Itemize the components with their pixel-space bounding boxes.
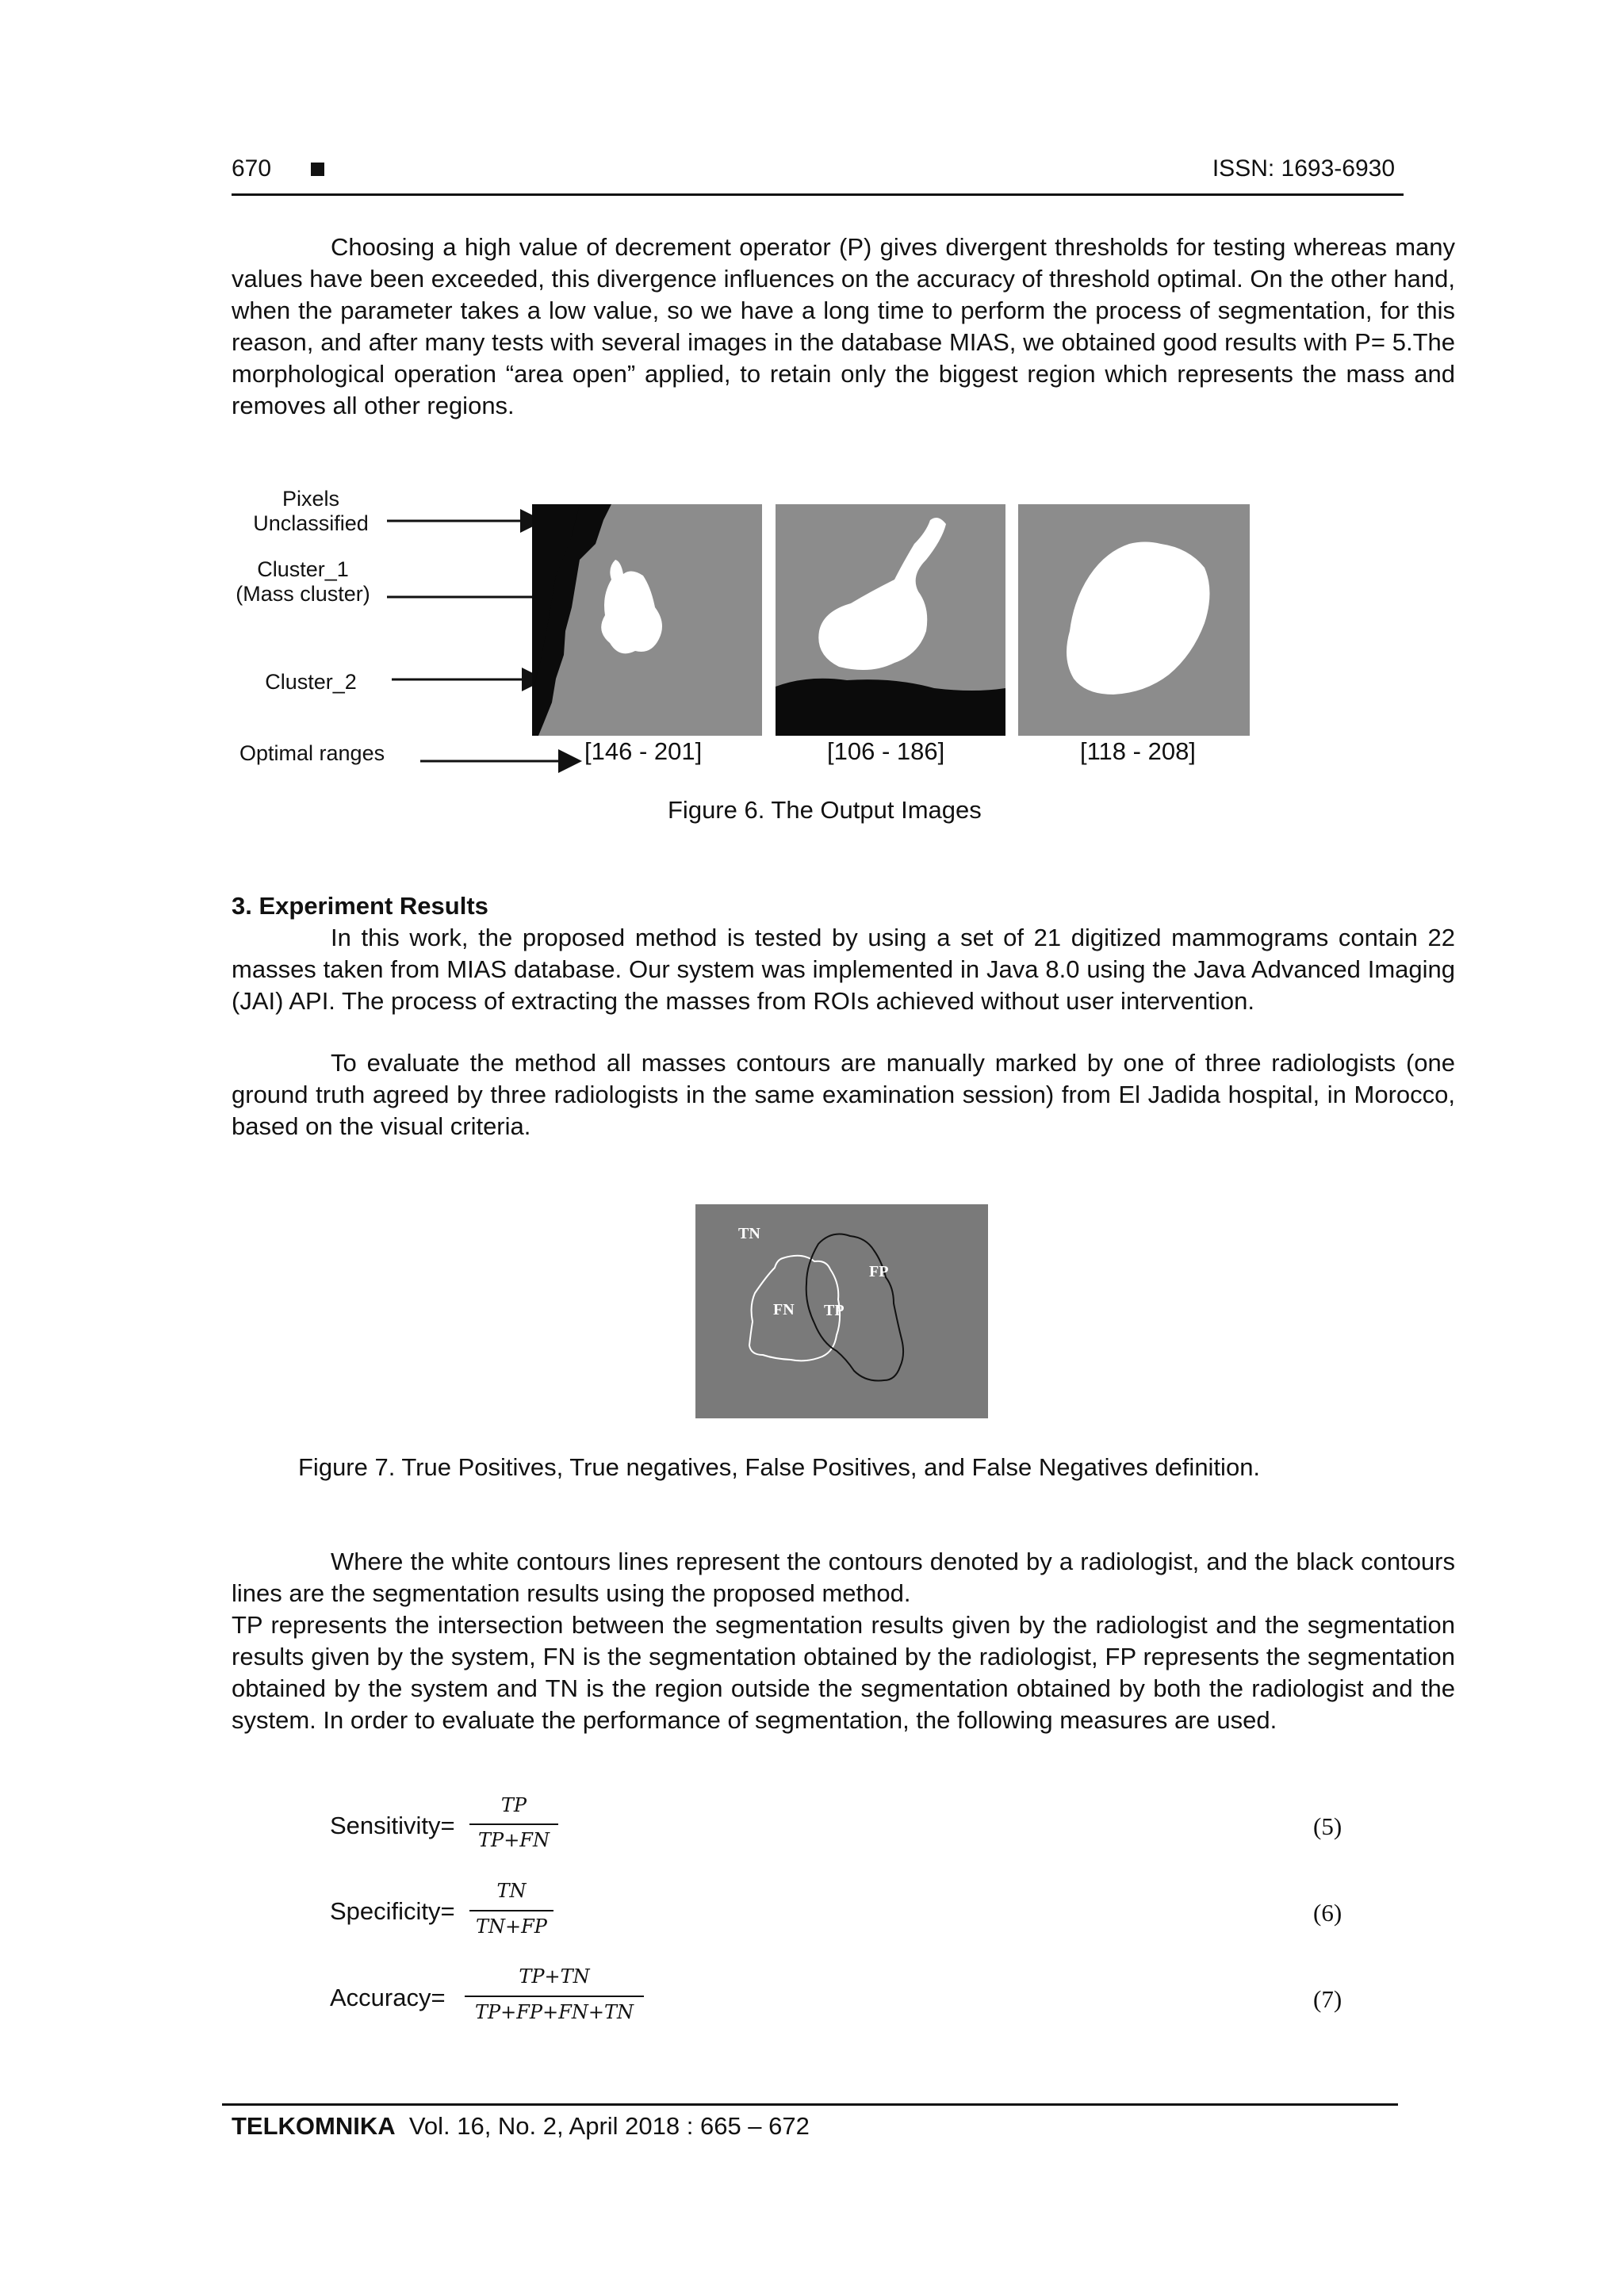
range-2: [106 - 186] bbox=[827, 737, 945, 765]
section-heading: 3. Experiment Results bbox=[232, 892, 488, 920]
page-number: 670 bbox=[232, 155, 272, 182]
label-cluster1-line2: (Mass cluster) bbox=[236, 582, 370, 606]
label-fp: FP bbox=[869, 1263, 889, 1280]
figure-6-caption: Figure 6. The Output Images bbox=[668, 796, 982, 824]
label-cluster1-line1: Cluster_1 bbox=[257, 557, 349, 581]
sensitivity-numerator: TP bbox=[500, 1794, 527, 1816]
specificity-fraction-bar bbox=[469, 1910, 553, 1911]
sensitivity-label: Sensitivity= bbox=[330, 1812, 455, 1839]
label-optimal-ranges: Optimal ranges bbox=[239, 741, 385, 765]
label-tn: TN bbox=[738, 1225, 760, 1242]
equation-number-5: (5) bbox=[1313, 1812, 1342, 1840]
label-fn: FN bbox=[773, 1301, 795, 1318]
section3-paragraph-2: To evaluate the method all masses contours are manually marked by one of three radiologists (one ground truth agreed by three radiologists in the same examination session) from El Jadida hospital, in Morocco, based on the visual criteria. bbox=[232, 1049, 1455, 1140]
tp-definition-paragraph: TP represents the intersection between the segmentation results given by the radiologist and the segmentation results given by the system, FN is the segmentation obtained by the radiologist, FP represents the segmentation obtained by the system and TN is the region outside the segmentation obtained by both the radiologist and the system. In order to evaluate the performance of segmentation, the following measures are used. bbox=[232, 1611, 1455, 1734]
range-1: [146 - 201] bbox=[584, 737, 703, 765]
contours-paragraph: Where the white contours lines represent the contours denoted by a radiologist, and the black contours lines are the segmentation results using the proposed method. bbox=[232, 1548, 1455, 1607]
accuracy-fraction-bar bbox=[465, 1996, 644, 1997]
label-tp: TP bbox=[824, 1302, 845, 1319]
footer bbox=[232, 2112, 810, 2141]
specificity-denominator: TN+FP bbox=[476, 1915, 547, 1938]
sensitivity-fraction-bar bbox=[469, 1823, 558, 1825]
accuracy-numerator: TP+TN bbox=[519, 1965, 590, 1988]
equation-number-7: (7) bbox=[1313, 1985, 1342, 2013]
output-image-1 bbox=[532, 504, 762, 736]
footer-rule bbox=[222, 2103, 1398, 2106]
journal-name: TELKOMNIKA bbox=[232, 2112, 396, 2140]
issn: ISSN: 1693-6930 bbox=[1212, 155, 1395, 182]
journal-details: Vol. 16, No. 2, April 2018 : 665 – 672 bbox=[408, 2112, 810, 2140]
specificity-label: Specificity= bbox=[330, 1897, 455, 1925]
label-pixels-line2: Unclassified bbox=[253, 511, 369, 535]
label-pixels-line1: Pixels bbox=[282, 487, 340, 511]
output-image-2 bbox=[776, 504, 1005, 736]
accuracy-denominator: TP+FP+FN+TN bbox=[475, 2001, 634, 2023]
label-cluster2: Cluster_2 bbox=[265, 670, 357, 694]
section3-paragraph-1: In this work, the proposed method is tested by using a set of 21 digitized mammograms contain 22 masses taken from MIAS database. Our system was implemented in Java 8.0 using the Java Advanced Imaging (JAI) API. The process of extracting the masses from ROIs achieved without user intervention. bbox=[232, 924, 1455, 1015]
range-3: [118 - 208] bbox=[1080, 737, 1196, 765]
figure-7-caption: Figure 7. True Positives, True negatives, False Positives, and False Negatives definition. bbox=[298, 1453, 1261, 1481]
sensitivity-denominator: TP+FN bbox=[478, 1829, 550, 1851]
specificity-numerator: TN bbox=[496, 1880, 527, 1902]
equation-number-6: (6) bbox=[1313, 1899, 1342, 1927]
intro-paragraph: Choosing a high value of decrement operator (P) gives divergent thresholds for testing whereas many values have been exceeded, this divergence influences on the accuracy of threshold optimal. On the other hand, when the parameter takes a low value, so we have a long time to perform the process of segmentation, for this reason, and after many tests with several images in the database MIAS, we obtained good results with P= 5.The morphological operation “area open” applied, to retain only the biggest region which represents the mass and removes all other regions. bbox=[232, 233, 1455, 419]
output-image-3 bbox=[1018, 504, 1250, 736]
accuracy-label: Accuracy= bbox=[330, 1984, 446, 2011]
